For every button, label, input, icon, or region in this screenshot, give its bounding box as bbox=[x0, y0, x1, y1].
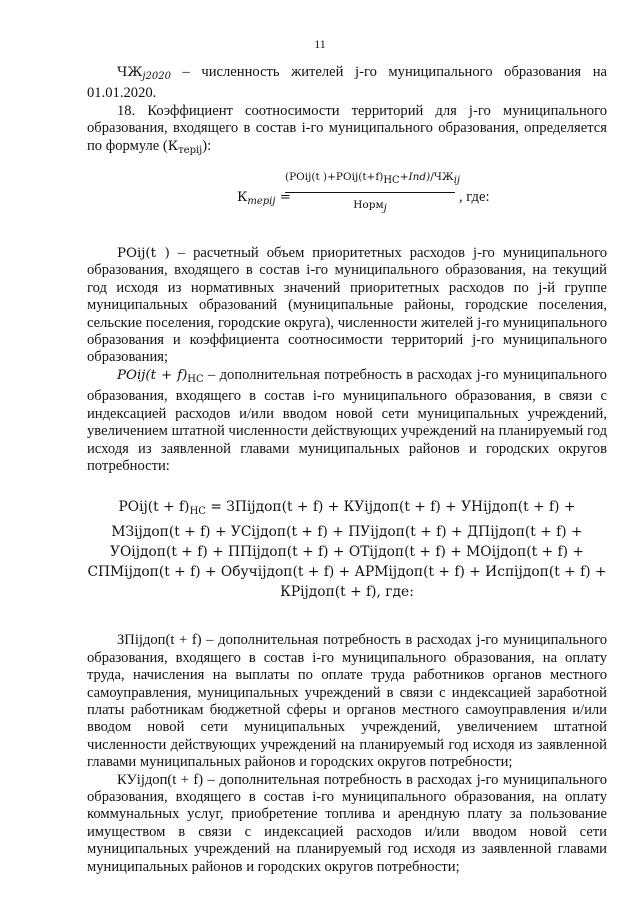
definition-zp: ЗПijдоп(t + f) – дополнительная потребность в расходах j-го муниципального образования, входящего в состав i-го муниципального образования, на оплату труда, начисления на выплаты по оплате труда работников органов местного самоуправления, муниципальных учреждений в связи с индексацией заработной платы работникам бюджетной сферы и органов местного самоуправления и/или вводом новой сети муниципальных учреждений, увеличением штатной численности действующих учреждений на планируемый год исходя из заявленной главами муниципальных районов и городских округов потребности; bbox=[87, 632, 607, 771]
formula-line: МЗijдоп(t + f) + УСijдоп(t + f) + ПУijдоп(t + f) + ДПijдоп(t + f) + bbox=[111, 524, 583, 541]
formula-coefficient bbox=[87, 165, 607, 239]
formula-additional-need bbox=[87, 497, 607, 602]
formula-denominator: Нормj bbox=[353, 199, 387, 215]
formula-line: POij(t + $f)_{НС}$ = ЗПijдоп(t + f) + КУijдоп(t + f) + УНijдоп(t + f) + bbox=[118, 499, 576, 518]
definition-poij: POij(t ) – расчетный объем приоритетных расходов j-го муниципального образования, входящего в состав i-го муниципального образования, на текущий год исходя из нормативных значений приоритетных расходов по j-й группе муниципальных образований (муниципальные районы, городские поселения, сельские поселения, городские округа), численности жителей j-го муниципального образования и коэффициента соотносимости территорий j-го муниципального образования; bbox=[87, 245, 607, 366]
definition-poij-ns: POij(t + $f)_{НС}$ – дополнительная потребность в расходах j-го муниципального образования, входящего в состав i-го муниципального образования, в связи с индексацией расходов и/или вводом новой сети муниципальных учреждений, увеличением штатной численности действующих учреждений на планируемый год исходя из заявленной главами муниципальных районов и городских округов потребности: bbox=[87, 366, 607, 474]
formula-line: КРijдоп(t + f), где: bbox=[280, 584, 414, 601]
page-number: 11 bbox=[314, 37, 326, 51]
formula-line: УОijдоп(t + f) + ППijдоп(t + f) + ОТijдоп(t + f) + МОijдоп(t + f) + bbox=[110, 544, 584, 561]
definition-ku: КУijдоп(t + f) – дополнительная потребность в расходах j-го муниципального образования, входящего в состав i-го муниципального образования, на оплату коммунальных услуг, приобретение топлива и арендную плату за пользование имуществом в связи с индексацией расходов и/или вводом новой сети муниципальных учреждений на планируемый год исходя из заявленной главами муниципальных районов и городских округов потребности; bbox=[87, 771, 608, 875]
paragraph-population: $ЧЖ_{j2020}$ – численность жителей j-го муниципального образования на 01.01.2020. bbox=[87, 64, 607, 102]
paragraph-18: 18. Коэффициент соотносимости территорий для j-го муниципального образования, входящего в состав i-го муниципального образования, определяется по формуле $(К_{терij})$: bbox=[87, 102, 607, 156]
formula-lhs: $К_{терij}$ = bbox=[237, 190, 291, 208]
formula-numerator: (POij(t )+POij(t+f)НС+Ind)/ЧЖij bbox=[285, 169, 455, 193]
subscript-ns: НС bbox=[189, 506, 206, 518]
formula-tail: , где: bbox=[459, 189, 490, 206]
page-content bbox=[87, 64, 607, 876]
symbol-chzh: ЧЖ bbox=[117, 65, 143, 80]
formula-line: СПМijдоп(t + f) + Обучijдоп(t + f) + АРМijдоп(t + f) + Испijдоп(t + f) + bbox=[87, 564, 607, 581]
formula-fraction bbox=[285, 169, 461, 218]
